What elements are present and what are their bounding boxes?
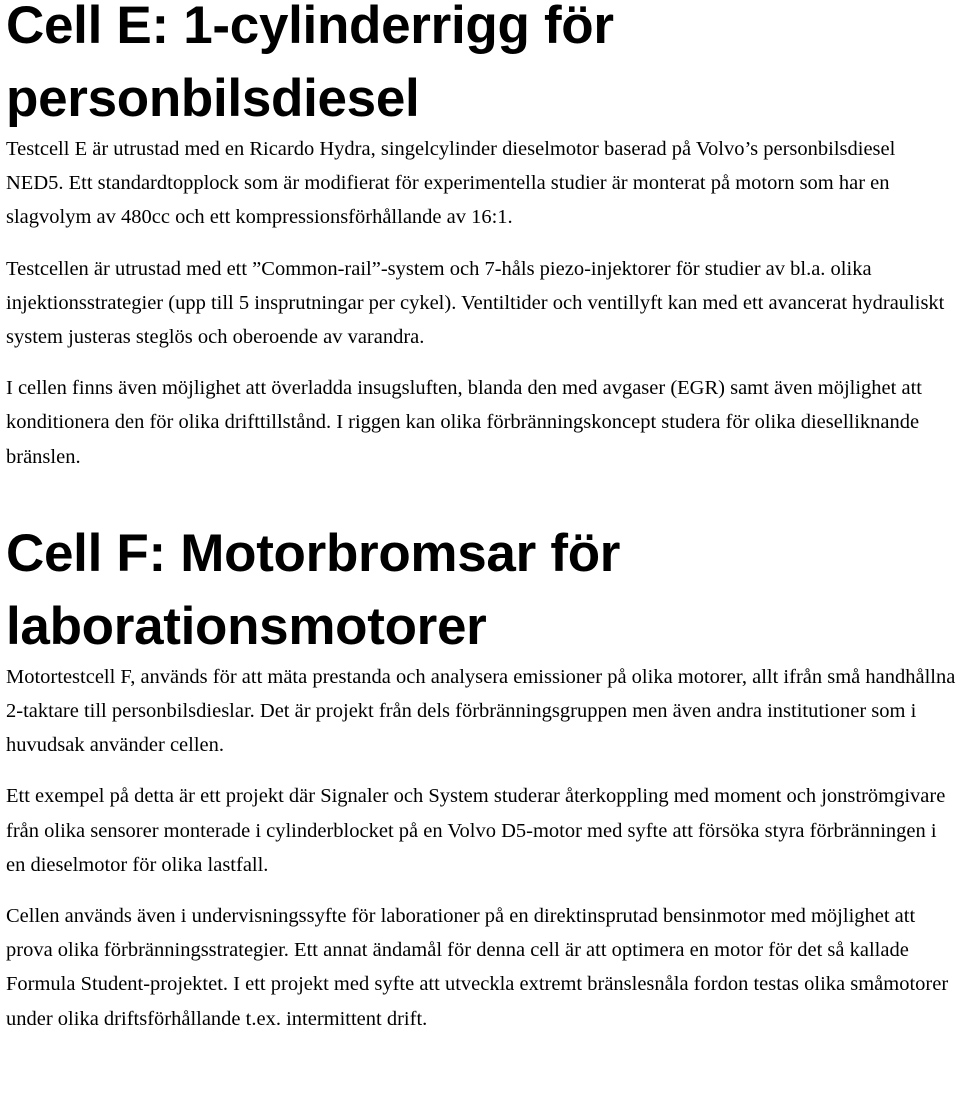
section-e-heading: Cell E: 1-cylinderrigg för personbilsdiesel [6,0,614,128]
section-e-paragraph-2: Testcellen är utrustad med ett ”Common-rail”-system och 7-håls piezo-injektorer för studier av bl.a. olika injektionsstrategier (upp till 5 insprutningar per cykel). Ventiltider och ventillyft kan med ett avancerat hydrauliskt system justeras steglös och oberoende av varandra. [6,257,945,349]
section-e-paragraph-3: I cellen finns även möjlighet att överladda insugsluften, blanda den med avgaser (EGR) samt även möjlighet att konditionera den för olika drifttillstånd. I riggen kan olika förbränningskoncept studera för olika dieselliknande bränslen. [6,377,922,468]
section-f-paragraph-1: Motortestcell F, används för att mäta prestanda och analysera emissioner på olika motorer, allt ifrån små handhållna 2-taktare till personbilsdieslar. Det är projekt från dels förbränningsgruppen men även andra institutioner som i huvudsak använder cellen. [6,665,956,757]
section-f-paragraph-2: Ett exempel på detta är ett projekt där Signaler och System studerar återkoppling med moment och jonströmgivare från olika sensorer monterade i cylinderblocket på en Volvo D5-motor med syfte att försöka styra förbränningen i en dieselmotor för olika lastfall. [6,785,946,876]
section-f-paragraph-3: Cellen används även i undervisningssyfte för laborationer på en direktinsprutad bensinmotor med möjlighet att prova olika förbränningsstrategier. Ett annat ändamål för denna cell är att optimera en motor för det så kallade Formula Student-projektet. I ett projekt med syfte att utveckla extremt bränslesnåla fordon testas olika småmotorer under olika driftsförhållande t.ex. intermittent drift. [6,905,949,1030]
section-f-heading: Cell F: Motorbromsar för laborationsmotorer [6,523,621,656]
section-e-paragraph-1: Testcell E är utrustad med en Ricardo Hydra, singelcylinder dieselmotor baserad på Volvo’s personbilsdiesel NED5. Ett standardtopplock som är modifierat för experimentella studier är monterat på motorn som har en slagvolym av 480cc och ett kompressionsförhållande av 16:1. [6,138,896,229]
